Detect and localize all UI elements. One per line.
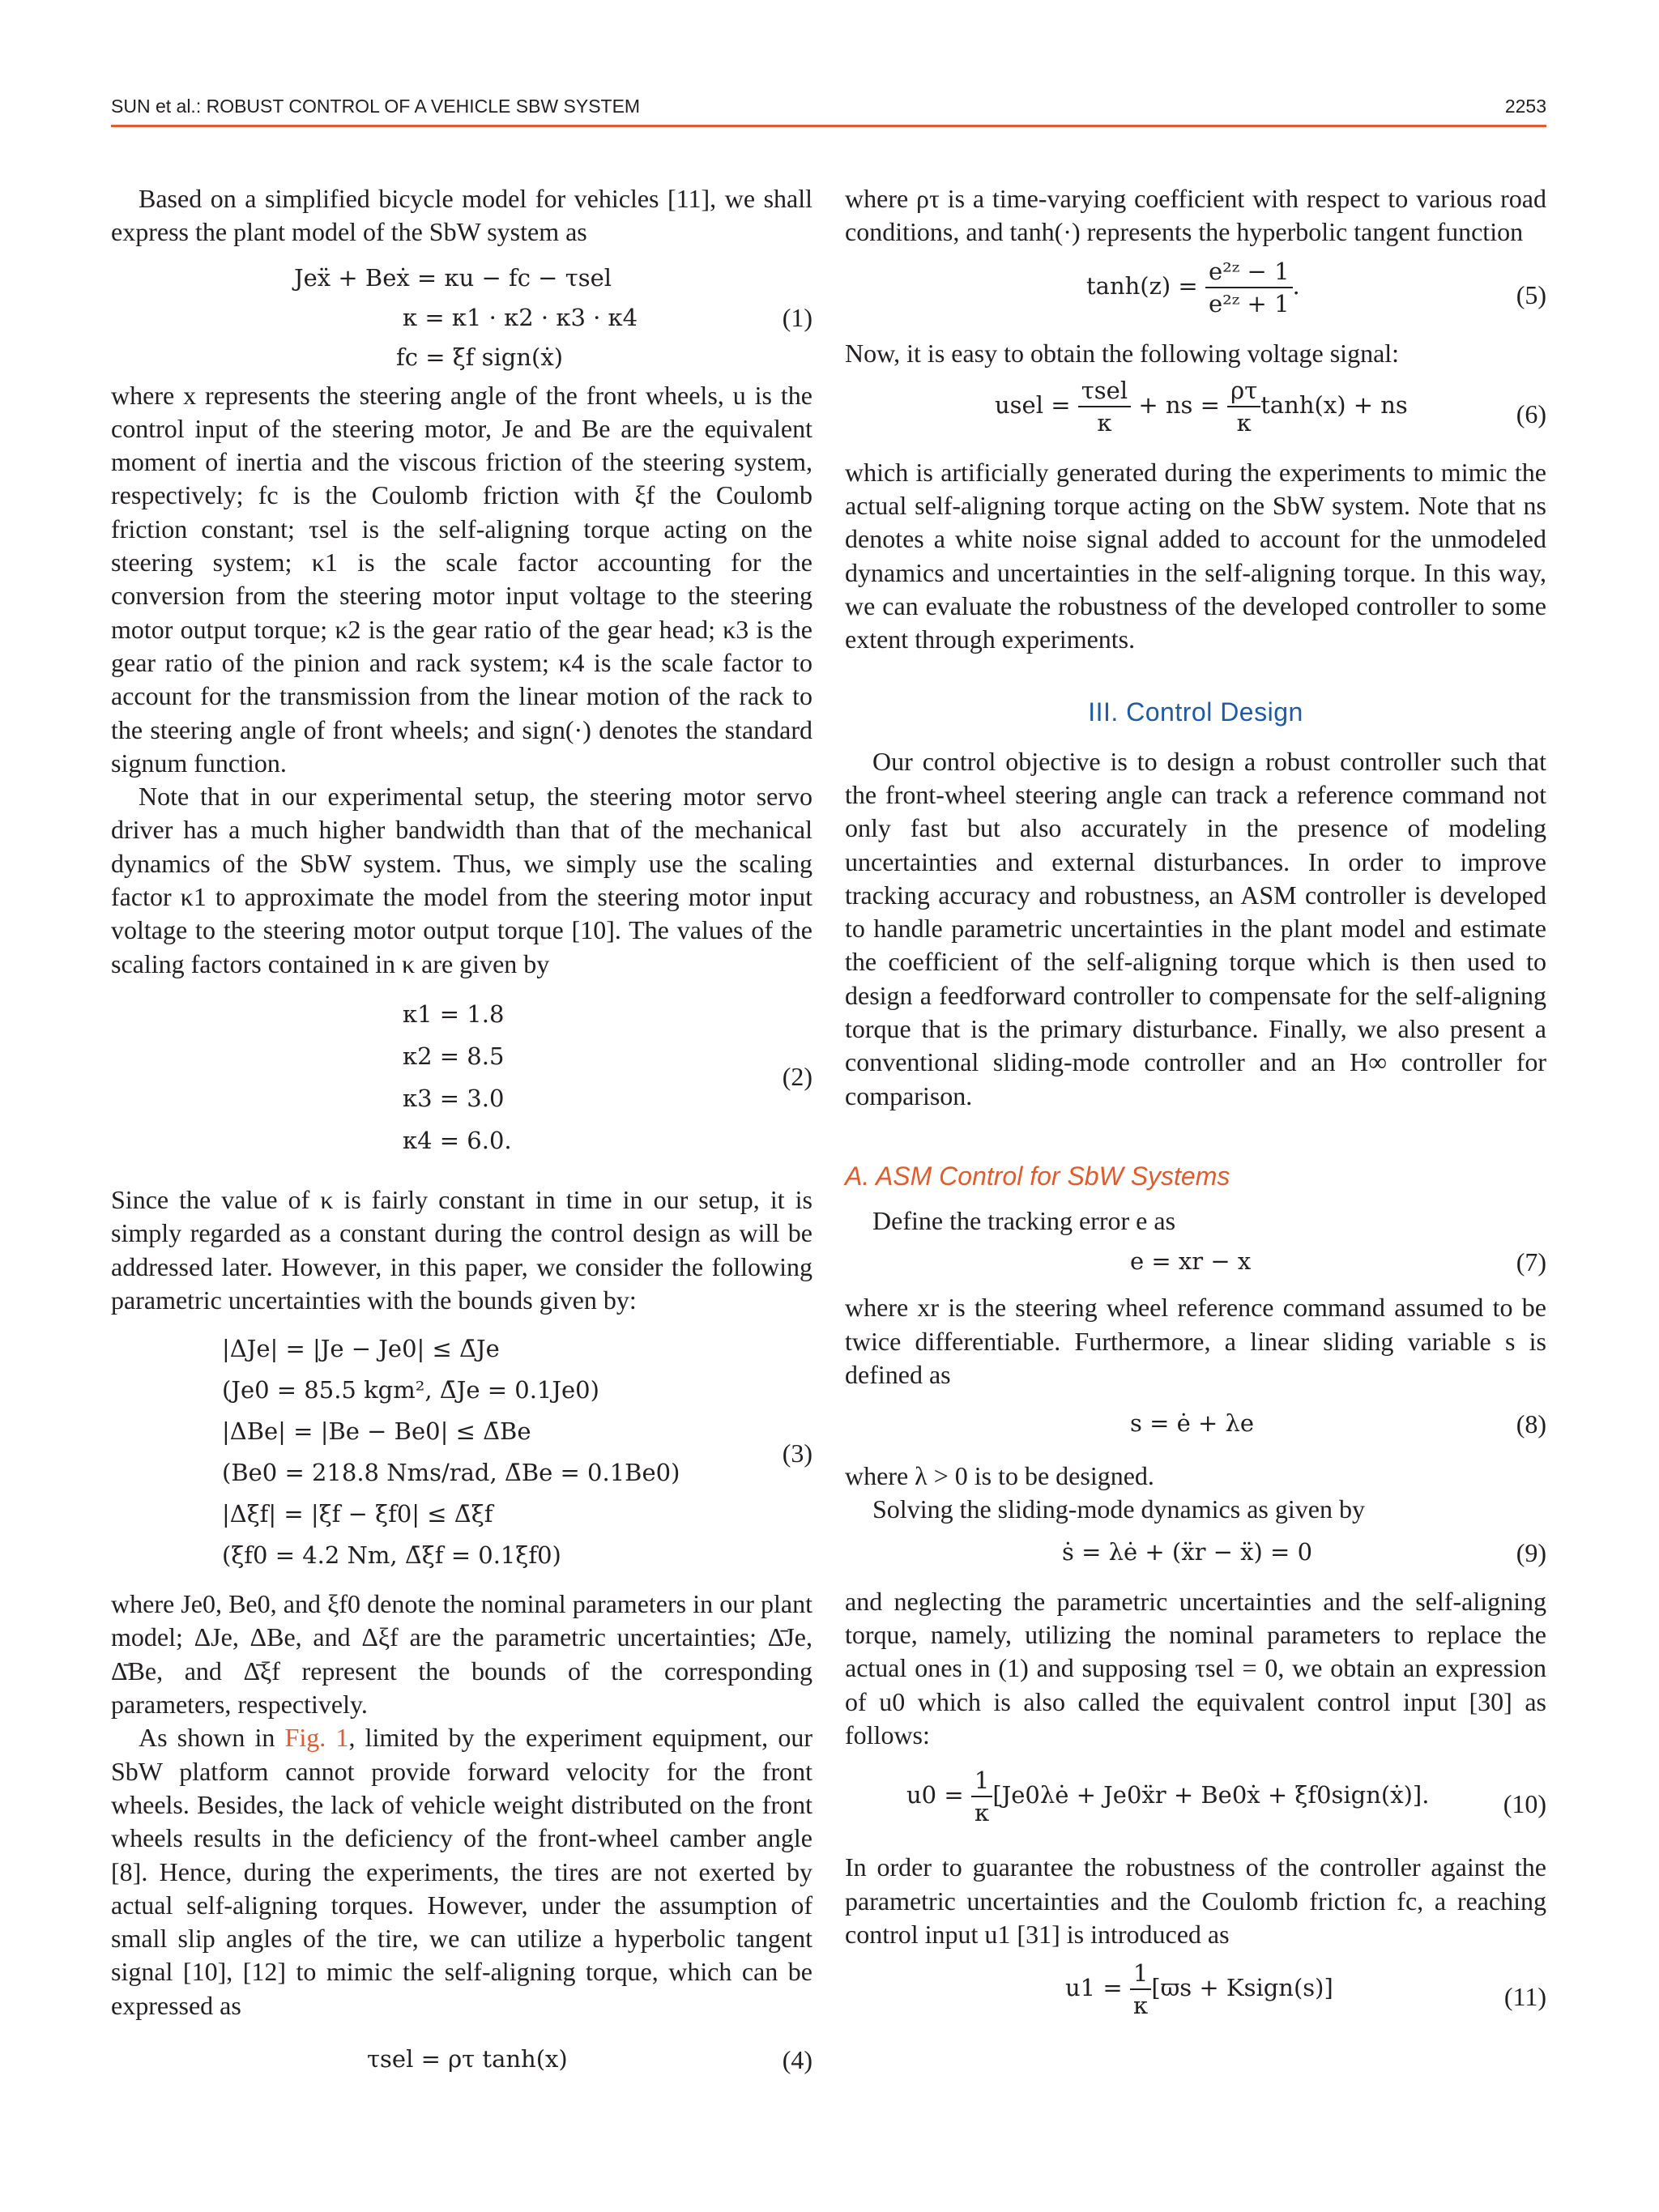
paragraph: Our control objective is to design a robust controller such that the front-wheel steering angle can track a reference command not only fast but also accurately in the presence of modeling uncertainties and external disturbances. In order to improve tracking accuracy and robustness, an ASM controller is developed to handle parametric uncertainties in the plant model and estimate the coefficient of the self-aligning torque which is then used to design a feedforward controller to compensate for the self-aligning torque that is the primary disturbance. Finally, we also present a conventional sliding-mode controller and an H∞ controller for comparison. — [845, 746, 1546, 1110]
paragraph — [111, 1721, 812, 2022]
equation-number: (3) — [782, 1438, 812, 1468]
paragraph: and neglecting the parametric uncertainties and the self-aligning torque, namely, utilizing the nominal parameters to replace the actual ones in (1) and supposing τsel = 0, we obtain an expression of u0 which is also called the equivalent control input [30] as follows: — [845, 1586, 1546, 1750]
fraction-denominator: κ — [1097, 408, 1112, 437]
equation-4 — [111, 2022, 812, 2095]
fraction-numerator: ρτ — [1227, 375, 1260, 407]
fraction — [1130, 1958, 1151, 2021]
equation-lhs: u0 = — [906, 1781, 964, 1809]
paragraph: where λ > 0 is to be designed. — [845, 1461, 1154, 1491]
equation-line: κ4 = 6.0. — [403, 1126, 512, 1154]
equation-number: (1) — [782, 302, 812, 332]
equation-line: κ = κ1 · κ2 · κ3 · κ4 — [403, 303, 638, 331]
running-title: SUN et al.: ROBUST CONTROL OF A VEHICLE SBW SYSTEM — [111, 96, 641, 117]
equation-number: (8) — [1516, 1409, 1546, 1439]
running-header — [111, 92, 1546, 127]
subsection-heading: A. ASM Control for SbW Systems — [845, 1161, 1230, 1191]
page-number: 2253 — [1504, 96, 1546, 117]
fraction-numerator: τsel — [1078, 375, 1131, 407]
paragraph: where x represents the steering angle of the front wheels, u is the control input of the steering motor, Je and Be are the equivalent moment of inertia and the viscous friction of the steering system, respectively; fc is the Coulomb friction with ξf the Coulomb friction constant; τsel is the self-aligning torque acting on the steering system; κ1 is the scale factor accounting for the conversion from the steering motor input voltage to the steering motor output torque; κ2 is the gear ratio of the gear head; κ3 is the gear ratio of the pinion and rack system; κ4 is the scale factor to account for the transmission from the linear motion of the rack to the steering angle of front wheels; and sign(·) denotes the standard signum function. — [111, 380, 812, 778]
equation-5 — [845, 249, 1546, 337]
right-column — [845, 182, 1546, 2040]
equation-line: |ΔBe| = |Be − Be0| ≤ Δ̄Be — [222, 1417, 531, 1446]
equation-3 — [111, 1317, 812, 1584]
paragraph: which is artificially generated during the experiments to mimic the actual self-aligning torque acting on the SbW system. Note that ns denotes a white noise signal added to account for the unmodeled dynamics and uncertainties in the self-aligning torque. In this way, we can evaluate the robustness of the developed controller to some extent through experiments. — [845, 457, 1546, 654]
equation-10 — [845, 1752, 1546, 1851]
equation-8 — [845, 1392, 1546, 1460]
section-heading: III. Control Design — [1088, 697, 1303, 727]
equation-body — [995, 375, 1408, 438]
equation-line: (Je0 = 85.5 kgm², Δ̄Je = 0.1Je0) — [222, 1376, 599, 1404]
fraction-numerator: 1 — [1130, 1958, 1151, 1990]
paragraph: where ρτ is a time-varying coefficient with respect to various road conditions, and tanh(·) represents the hyperbolic tangent function — [845, 184, 1546, 247]
paragraph-text: , limited by the experiment equipment, our SbW platform cannot provide forward velocity for the front wheels. Besides, the lack of vehicle weight distributed on the front wheels results in the deficiency of the front-wheel camber angle [8]. Hence, during the experiments, the tires are not exerted by actual self-aligning torques. However, under the assumption of small slip angles of the tire, we can utilize a hyperbolic tangent signal [10], [12] to mimic the self-aligning torque, which can be expressed as — [111, 1723, 812, 2020]
paragraph: Solving the sliding-mode dynamics as given by — [872, 1494, 1365, 1524]
equation-tail: [Je0λė + Je0ẍr + Be0ẋ + ξf0sign(ẋ)]. — [992, 1781, 1430, 1809]
equation-line: κ3 = 3.0 — [403, 1084, 505, 1112]
paragraph: Based on a simplified bicycle model for vehicles [11], we shall express the plant model of the SbW system as — [111, 184, 812, 247]
fraction-denominator: κ — [1236, 408, 1252, 437]
equation-number: (4) — [782, 2044, 812, 2074]
figure-reference-link[interactable]: Fig. 1 — [284, 1723, 349, 1753]
fraction — [1078, 375, 1131, 438]
left-column — [111, 182, 812, 2095]
equation-2 — [111, 981, 812, 1175]
equation-6 — [845, 370, 1546, 456]
equation-line: e = xr − x — [1130, 1247, 1252, 1276]
equation-line: Jeẍ + Beẋ = κu − fc − τsel — [294, 263, 612, 292]
equation-number: (10) — [1503, 1789, 1546, 1819]
equation-9 — [845, 1527, 1546, 1585]
equation-middle: + ns = — [1138, 390, 1220, 419]
equation-line: |Δξf| = |ξf − ξf0| ≤ Δ̄ξf — [222, 1500, 493, 1528]
equation-tail: tanh(x) + ns — [1260, 390, 1408, 419]
fraction-denominator: κ — [1133, 1992, 1149, 2020]
equation-11 — [845, 1951, 1546, 2040]
equation-body — [1086, 256, 1300, 319]
equation-line: fc = ξf sign(ẋ) — [396, 343, 564, 371]
equation-line: s = ė + λe — [1130, 1409, 1255, 1438]
equation-line: τsel = ρτ tanh(x) — [367, 2044, 568, 2073]
paragraph: where xr is the steering wheel reference command assumed to be twice differentiable. Furthermore, a linear sliding variable s is defined as — [845, 1293, 1546, 1389]
equation-lhs: tanh(z) = — [1086, 271, 1198, 300]
equation-line: κ2 = 8.5 — [403, 1042, 505, 1070]
equation-line: (ξf0 = 4.2 Nm, Δ̄ξf = 0.1ξf0) — [222, 1541, 561, 1570]
paragraph-text: As shown in — [139, 1723, 285, 1753]
equation-tail: . — [1292, 271, 1300, 300]
equation-body — [1065, 1958, 1333, 2021]
paragraph: Define the tracking error e as — [872, 1205, 1176, 1235]
equation-line: |ΔJe| = |Je − Je0| ≤ Δ̄Je — [222, 1335, 500, 1363]
fraction — [971, 1765, 992, 1828]
equation-number: (11) — [1503, 1982, 1546, 2012]
equation-7 — [845, 1238, 1546, 1291]
paragraph: In order to guarantee the robustness of the controller against the parametric uncertainties and the Coulomb friction fc, a reaching control input u1 [31] is introduced as — [845, 1852, 1546, 1949]
equation-line: (Be0 = 218.8 Nms/rad, Δ̄Be = 0.1Be0) — [222, 1459, 680, 1487]
paragraph: where Je0, Be0, and ξf0 denote the nominal parameters in our plant model; ΔJe, ΔBe, and Δξf are the parametric uncertainties; Δ̄Je, Δ̄Be, and Δ̄ξf represent the bounds of the corresponding parameters, respectively. — [111, 1589, 812, 1720]
equation-line: ṡ = λė + (ẍr − ẍ) = 0 — [1062, 1537, 1313, 1566]
fraction-denominator: κ — [975, 1799, 990, 1827]
fraction-numerator: 1 — [971, 1765, 992, 1797]
fraction — [1227, 375, 1260, 438]
equation-tail: [ϖs + Ksign(s)] — [1151, 1974, 1333, 2002]
equation-number: (5) — [1516, 279, 1546, 309]
fraction — [1205, 256, 1293, 319]
equation-lhs: usel = — [995, 390, 1071, 419]
paragraph: Now, it is easy to obtain the following voltage signal: — [845, 338, 1400, 368]
equation-number: (2) — [782, 1061, 812, 1091]
paragraph: Since the value of κ is fairly constant in time in our setup, it is simply regarded as a constant during the control design as will be addressed later. However, in this paper, we consider the following parametric uncertainties with the bounds given by: — [111, 1184, 812, 1315]
equation-body — [906, 1765, 1429, 1828]
equation-number: (6) — [1516, 399, 1546, 428]
paragraph: Note that in our experimental setup, the steering motor servo driver has a much higher bandwidth than that of the mechanical dynamics of the SbW system. Thus, we simply use the scaling factor κ1 to approximate the model from the steering motor input voltage to the steering motor output torque [10]. The values of the scaling factors contained in κ are given by — [111, 782, 812, 978]
equation-1 — [111, 249, 812, 371]
equation-number: (7) — [1516, 1247, 1546, 1277]
equation-number: (9) — [1516, 1537, 1546, 1567]
fraction-denominator: e²ᶻ + 1 — [1208, 289, 1290, 318]
equation-lhs: u1 = — [1065, 1974, 1123, 2002]
fraction-numerator: e²ᶻ − 1 — [1205, 256, 1293, 288]
equation-line: κ1 = 1.8 — [403, 999, 505, 1028]
